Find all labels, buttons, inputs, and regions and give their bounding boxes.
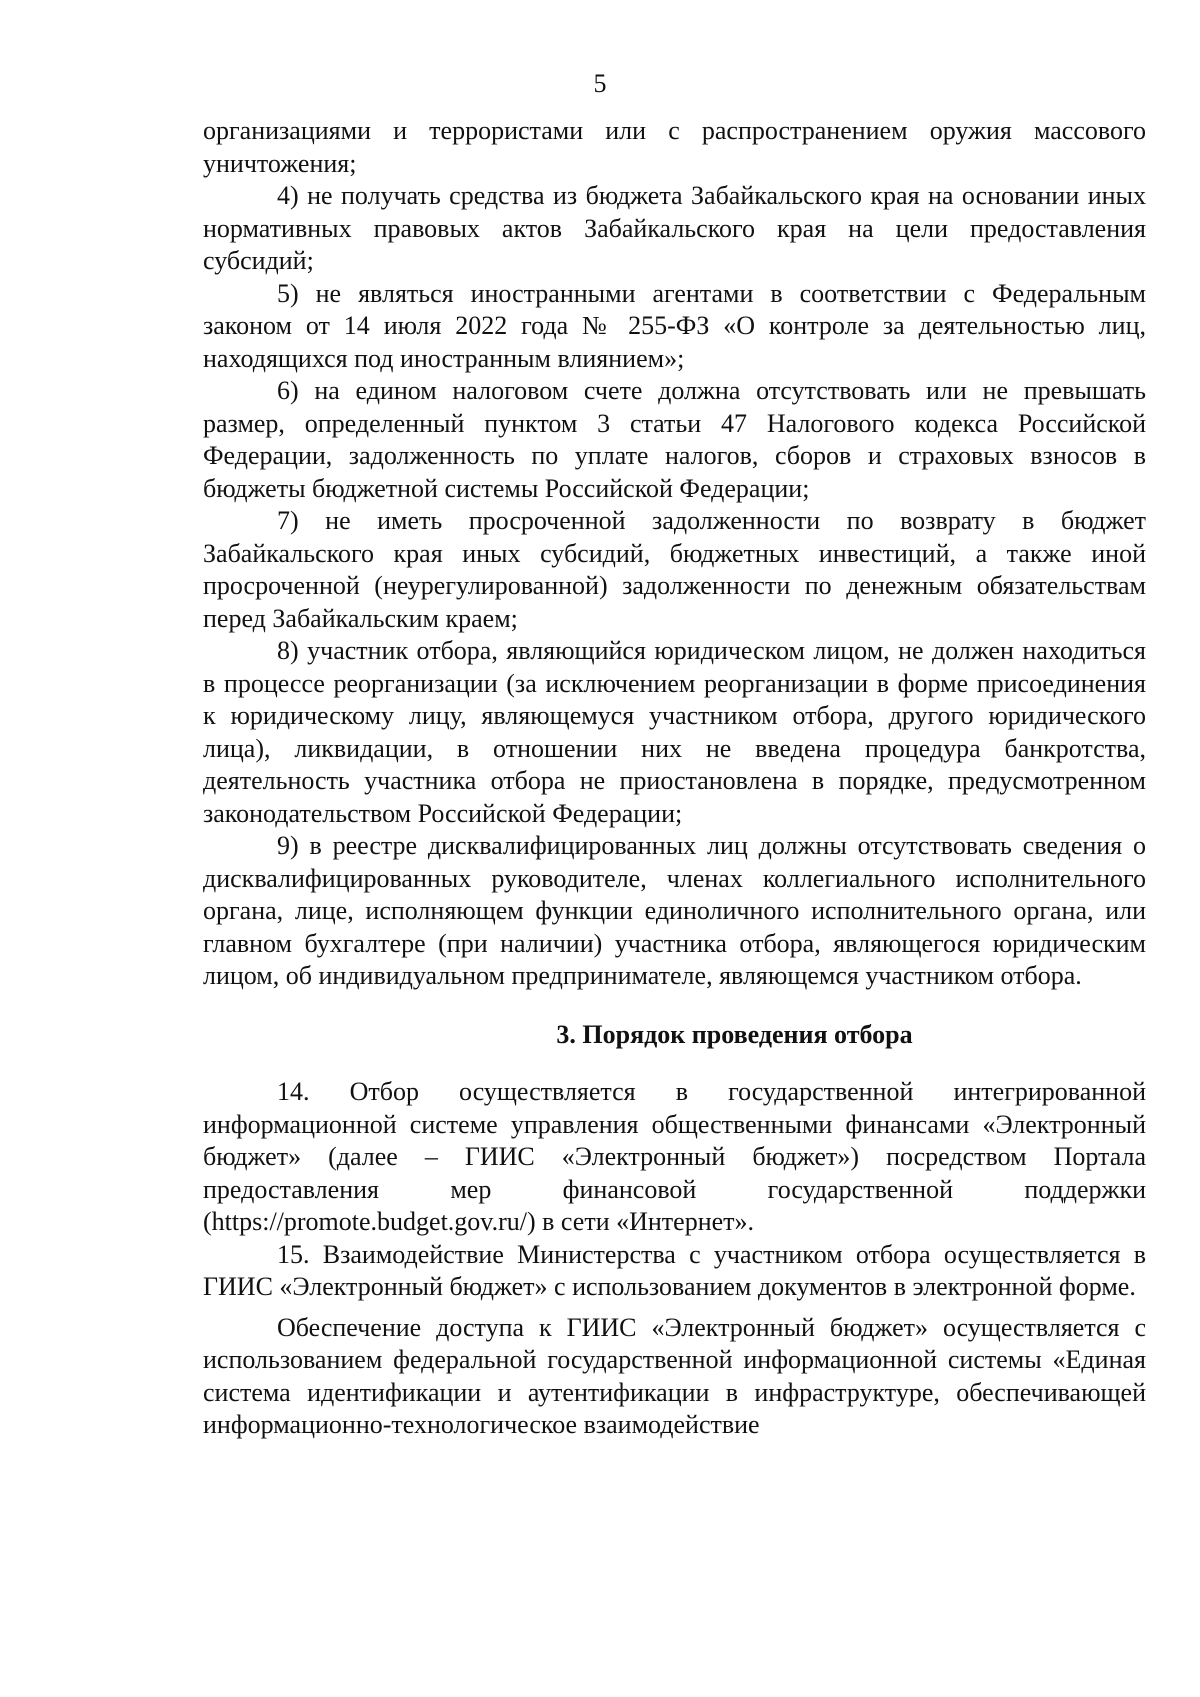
- document-body: [203, 115, 1146, 1442]
- paragraph-item-8: 8) участник отбора, являющийся юридическом лицом, не должен находиться в процессе реорганизации (за исключением реорганизации в форме присоединения к юридическому лицу, являющемуся участником отбора, другого юридического лица), ликвидации, в отношении них не введена процедура банкротства, деятельность участника отбора не приостановлена в порядке, предусмотренном законодательством Российской Федерации;: [203, 636, 1146, 828]
- page-number: 5: [593, 69, 607, 98]
- paragraph-item-7: 7) не иметь просроченной задолженности по возврату в бюджет Забайкальского края иных субсидий, бюджетных инвестиций, а также иной просроченной (неурегулированной) задолженности по денежным обязательствам перед Забайкальским краем;: [203, 506, 1146, 633]
- paragraph-item-9: 9) в реестре дисквалифицированных лиц должны отсутствовать сведения о дисквалифицированных руководителе, членах коллегиального исполнительного органа, лице, исполняющем функции единоличного исполнительного органа, или главном бухгалтере (при наличии) участника отбора, являющегося юридическим лицом, об индивидуальном предпринимателе, являющемся участником отбора.: [203, 831, 1146, 990]
- paragraph-item-5: 5) не являться иностранными агентами в соответствии с Федеральным законом от 14 июля 2022 года № 255-ФЗ «О контроле за деятельностью лиц, находящихся под иностранным влиянием»;: [203, 278, 1146, 373]
- paragraph-access: Обеспечение доступа к ГИИС «Электронный бюджет» осуществляется с использованием федеральной государственной информационной системы «Единая система идентификации и аутентификации в инфраструктуре, обеспечивающей информационно-технологическое взаимодействие: [203, 1312, 1146, 1439]
- section-title: 3. Порядок проведения отбора: [556, 1019, 913, 1049]
- paragraph-item-4: 4) не получать средства из бюджета Забайкальского края на основании иных нормативных правовых актов Забайкальского края на цели предоставления субсидий;: [203, 181, 1146, 275]
- paragraph-continuation: организациями и террористами или с распространением оружия массового уничтожения;: [203, 116, 1146, 178]
- paragraph-clause-14: 14. Отбор осуществляется в государственной интегрированной информационной системе управления общественными финансами «Электронный бюджет» (далее – ГИИС «Электронный бюджет») посредством Портала предоставления мер финансовой государственной поддержки (https://promote.budget.gov.ru/) в сети «Интернет».: [203, 1077, 1146, 1236]
- paragraph-item-6: 6) на едином налоговом счете должна отсутствовать или не превышать размер, определенный пунктом 3 статьи 47 Налогового кодекса Российской Федерации, задолженность по уплате налогов, сборов и страховых взносов в бюджеты бюджетной системы Российской Федерации;: [203, 376, 1146, 503]
- paragraph-clause-15: 15. Взаимодействие Министерства с участником отбора осуществляется в ГИИС «Электронный бюджет» с использованием документов в электронной форме.: [203, 1239, 1146, 1301]
